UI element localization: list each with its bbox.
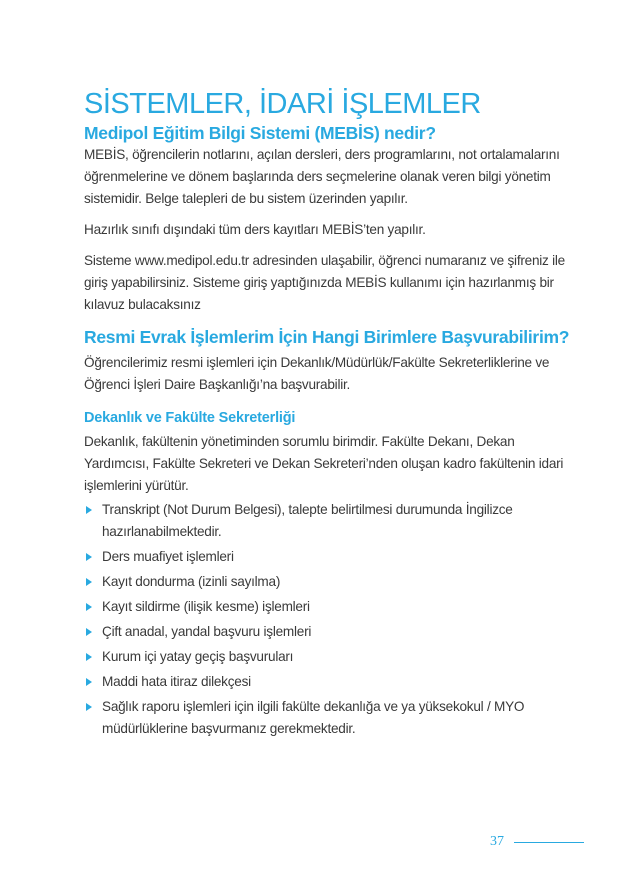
triangle-bullet-icon bbox=[86, 603, 92, 611]
list-item-text: Sağlık raporu işlemleri için ilgili fakülte dekanlığa ve ya yüksekokul / MYO müdürlüklerine başvurmanız gerekmektedir. bbox=[102, 699, 525, 736]
list-item-text: Transkript (Not Durum Belgesi), talepte belirtilmesi durumunda İngilizce hazırlanabilmektedir. bbox=[102, 502, 513, 539]
page-number: 37 bbox=[490, 834, 504, 849]
triangle-bullet-icon bbox=[86, 703, 92, 711]
paragraph-official-documents: Öğrencilerimiz resmi işlemleri için Dekanlık/Müdürlük/Fakülte Sekreterliklerine ve Öğrenci İşleri Daire Başkanlığı’na başvurabilir. bbox=[84, 355, 550, 392]
paragraph-mebis-intro: MEBİS, öğrencilerin notlarını, açılan dersleri, ders programlarını, not ortalamalarını öğrenmelerine ve dönem başlarında ders seçmelerine olanak veren bilgi yönetim sistemidir. Belge talepleri de bu sistem üzerinden yapılır. bbox=[84, 147, 560, 206]
triangle-bullet-icon bbox=[86, 678, 92, 686]
list-item bbox=[84, 621, 574, 643]
paragraph-mebis-login: Sisteme www.medipol.edu.tr adresinden ulaşabilir, öğrenci numaranız ve şifreniz ile giriş yapabilirsiniz. Sisteme giriş yaptığınızda MEBİS kullanımı için hazırlanmış bir kılavuz bulacaksınız bbox=[84, 253, 565, 312]
list-item-text: Maddi hata itiraz dilekçesi bbox=[102, 674, 251, 689]
list-item-text: Kayıt dondurma (izinli sayılma) bbox=[102, 574, 281, 589]
triangle-bullet-icon bbox=[86, 653, 92, 661]
triangle-bullet-icon bbox=[86, 628, 92, 636]
list-item bbox=[84, 671, 574, 693]
list-item-text: Ders muafiyet işlemleri bbox=[102, 549, 234, 564]
list-item bbox=[84, 646, 574, 668]
triangle-bullet-icon bbox=[86, 506, 92, 514]
triangle-bullet-icon bbox=[86, 553, 92, 561]
paragraph-deanery: Dekanlık, fakültenin yönetiminden sorumlu birimdir. Fakülte Dekanı, Dekan Yardımcısı, Fakülte Sekreteri ve Dekan Sekreteri’nden oluşan kadro fakültenin idari işlemlerini yürütür. bbox=[84, 434, 564, 493]
page-footer bbox=[490, 834, 584, 850]
triangle-bullet-icon bbox=[86, 578, 92, 586]
list-item bbox=[84, 546, 574, 568]
deanery-services-list bbox=[84, 499, 574, 740]
page-content bbox=[84, 88, 574, 743]
list-item bbox=[84, 696, 574, 740]
section-heading-deanery: Dekanlık ve Fakülte Sekreterliği bbox=[84, 410, 296, 426]
list-item-text: Çift anadal, yandal başvuru işlemleri bbox=[102, 624, 312, 639]
section-heading-mebis: Medipol Eğitim Bilgi Sistemi (MEBİS) nedir? bbox=[84, 123, 436, 143]
list-item-text: Kayıt sildirme (ilişik kesme) işlemleri bbox=[102, 599, 310, 614]
list-item bbox=[84, 499, 574, 543]
list-item-text: Kurum içi yatay geçiş başvuruları bbox=[102, 649, 294, 664]
footer-divider bbox=[514, 842, 584, 843]
paragraph-mebis-registration: Hazırlık sınıfı dışındaki tüm ders kayıtları MEBİS’ten yapılır. bbox=[84, 222, 426, 237]
section-heading-official-documents: Resmi Evrak İşlemlerim İçin Hangi Birimlere Başvurabilirim? bbox=[84, 327, 570, 347]
list-item bbox=[84, 571, 574, 593]
list-item bbox=[84, 596, 574, 618]
page-title: SİSTEMLER, İDARİ İŞLEMLER bbox=[84, 88, 481, 120]
